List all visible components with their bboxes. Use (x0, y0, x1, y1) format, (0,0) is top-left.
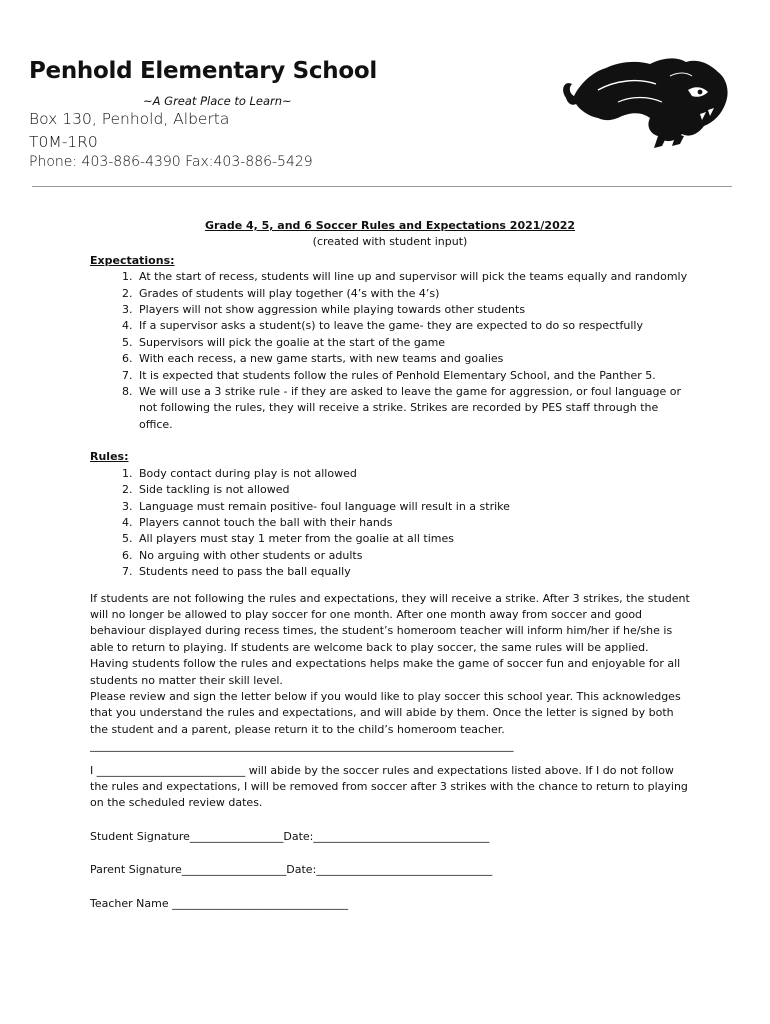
document-body (90, 218, 690, 912)
list-item: 3. Players will not show aggression while playing towards other students (136, 302, 690, 318)
expectations-list (90, 269, 690, 433)
header-divider (32, 186, 732, 187)
agreement-statement: I ___________________________ will abide by the soccer rules and expectations listed above. If I do not follow the rules and expectations, I will be removed from soccer after 3 strikes with the chance to return to playing on the scheduled review dates. (90, 763, 688, 810)
list-item: 4. Players cannot touch the ball with their hands (136, 515, 690, 531)
address-line-1: Box 130, Penhold, Alberta (29, 110, 230, 128)
phone-fax-line: Phone: 403-886-4390 Fax:403-886-5429 (29, 154, 313, 170)
school-tagline: ~A Great Place to Learn~ (143, 94, 292, 108)
parent-signature-line[interactable]: Parent Signature___________________Date:________________________________ (90, 863, 493, 877)
student-signature-line[interactable]: Student Signature_________________Date:________________________________ (90, 829, 490, 843)
list-item: 6. With each recess, a new game starts, with new teams and goalies (136, 351, 690, 367)
rules-heading: Rules: (90, 450, 129, 464)
list-item: 7. Students need to pass the ball equally (136, 564, 690, 580)
list-item: 3. Language must remain positive- foul language will result in a strike (136, 499, 690, 515)
teacher-name-line[interactable]: Teacher Name ________________________________ (90, 896, 349, 910)
document-title: Grade 4, 5, and 6 Soccer Rules and Expectations 2021/2022 (204, 219, 576, 232)
list-item: 4. If a supervisor asks a student(s) to leave the game- they are expected to do so respectfully (136, 318, 690, 334)
strike-policy-paragraph: If students are not following the rules and expectations, they will receive a strike. After 3 strikes, the student will no longer be allowed to play soccer for one month. After one month away from soccer and good behaviour displayed during recess times, the student’s homeroom teacher will inform him/her if he/she is able to return to playing. If students are welcome back to play soccer, the same rules will be applied. Having students follow the rules and expectations helps make the game of soccer fun and enjoyable for all students no matter their skill level. (90, 591, 690, 687)
list-item: 1. At the start of recess, students will line up and supervisor will pick the teams equally and randomly (136, 269, 690, 285)
cut-line: _____________________________________________________________________________ (90, 739, 514, 753)
address-line-2: T0M-1R0 (29, 133, 98, 151)
document-subtitle: (created with student input) (312, 235, 468, 249)
list-item: 2. Grades of students will play together (4’s with the 4’s) (136, 286, 690, 302)
list-item: 5. Supervisors will pick the goalie at the start of the game (136, 335, 690, 351)
list-item: 6. No arguing with other students or adults (136, 548, 690, 564)
list-item: 8. We will use a 3 strike rule - if they are asked to leave the game for aggression, or foul language or not following the rules, they will receive a strike. Strikes are recorded by PES staff through the office. (136, 384, 690, 433)
list-item: 5. All players must stay 1 meter from the goalie at all times (136, 531, 690, 547)
school-name: Penhold Elementary School (29, 58, 377, 84)
list-item: 7. It is expected that students follow the rules of Penhold Elementary School, and the Panther 5. (136, 368, 690, 384)
expectations-heading: Expectations: (90, 253, 175, 267)
list-item: 1. Body contact during play is not allowed (136, 466, 690, 482)
list-item: 2. Side tackling is not allowed (136, 482, 690, 498)
panther-logo-icon (558, 50, 738, 150)
rules-list (90, 466, 690, 581)
sign-instructions-paragraph: Please review and sign the letter below if you would like to play soccer this school year. This acknowledges that you understand the rules and expectations, and will abide by them. Once the letter is signed by both the student and a parent, please return it to the child’s homeroom teacher. (90, 689, 681, 736)
